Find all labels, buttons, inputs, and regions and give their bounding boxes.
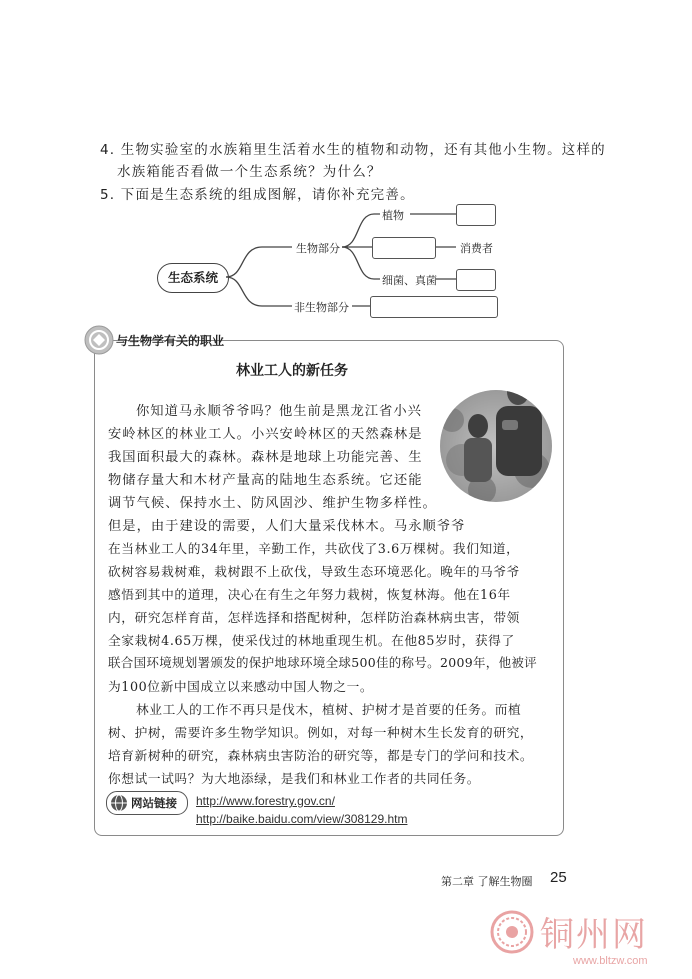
blank-decomposer[interactable] [456,269,496,291]
question-4-line-2: 水族箱能否看做一个生态系统？为什么？ [117,164,382,180]
career-paragraph-line: 你想试一试吗？为大地添绿，是我们和林业工作者的共同任务。 [108,771,481,786]
watermark-name: 铜州网 [540,915,648,955]
diagram-node-consumers: 消费者 [460,242,493,255]
diagram-node-plants: 植物 [382,209,404,222]
baike-link[interactable]: http://baike.baidu.com/view/308129.htm [196,812,408,826]
blank-producer-2[interactable] [372,237,436,259]
forestry-link[interactable]: http://www.forestry.gov.cn/ [196,794,335,808]
career-paragraph-line: 你知道马永顺爷爷吗？他生前是黑龙江省小兴 [136,404,422,419]
question-4-line-1: 4. 生物实验室的水族箱里生活着水生的植物和动物，还有其他小生物。这样的 [100,142,606,158]
career-title: 林业工人的新任务 [236,363,348,379]
career-paragraph-line: 但是，由于建设的需要，人们大量采伐林木。马永顺爷爷 [108,519,466,534]
career-paragraph-line: 全家栽树4.65万棵，使采伐过的林地重现生机。在他85岁时，获得了 [108,633,515,648]
career-paragraph-line: 砍树容易栽树难，栽树跟不上砍伐，导致生态环境恶化。晚年的马爷爷 [108,564,520,579]
career-paragraph-line: 在当林业工人的34年里，辛勤工作，共砍伐了3.6万棵树。我们知道， [108,541,520,556]
career-paragraph-line: 为100位新中国成立以来感动中国人物之一。 [108,679,374,694]
globe-icon [110,794,128,812]
career-paragraph-line: 林业工人的工作不再只是伐木，植树、护树才是首要的任务。而植 [136,702,522,717]
web-link-badge [106,791,188,815]
career-paragraph-line: 树、护树，需要许多生物学知识。例如，对每一种树木生长发育的研究， [108,725,534,740]
web-link-label: 网站链接 [131,796,177,810]
page-number: 25 [550,869,567,886]
question-5: 5. 下面是生态系统的组成图解，请你补充完善。 [100,187,415,203]
blank-producer-1[interactable] [456,204,496,226]
career-paragraph-line: 感悟到其中的道理，决心在有生之年努力栽树，恢复林海。他在16年 [108,587,511,602]
career-badge-icon [84,325,114,355]
diagram-root-ecosystem: 生态系统 [157,263,229,293]
connector-bio [226,247,292,277]
career-paragraph-line: 联合国环境规划署颁发的保护地球环境全球500佳的称号。2009年，他被评 [108,655,537,670]
career-paragraph-line: 调节气候、保持水土、防风固沙、维护生物多样性。 [108,496,437,511]
watermark-url: www.bltzw.com [573,955,648,967]
career-paragraph-line: 培育新树种的研究，森林病虫害防治的研究等，都是专门的学问和技术。 [108,748,534,763]
blank-nonbio[interactable] [370,296,498,318]
diagram-node-nonbio: 非生物部分 [294,301,349,314]
career-paragraph-line: 内，研究怎样育苗，怎样选择和搭配树种，怎样防治森林病虫害，带领 [108,610,520,625]
connector-nonbio [226,277,292,306]
career-paragraph-line: 安岭林区的林业工人。小兴安岭林区的天然森林是 [108,427,423,442]
career-paragraph-line: 我国面积最大的森林。森林是地球上功能完善、生 [108,450,423,465]
diagram-node-bio: 生物部分 [296,242,340,255]
diagram-node-decomposers: 细菌、真菌 [382,274,437,287]
forestry-photo [432,360,556,520]
watermark-seal-icon [490,910,534,954]
career-header: 与生物学有关的职业 [116,334,225,348]
chapter-title: 第二章 了解生物圈 [441,875,533,888]
career-paragraph-line: 物储存量大和木材产量高的陆地生态系统。它还能 [108,473,423,488]
